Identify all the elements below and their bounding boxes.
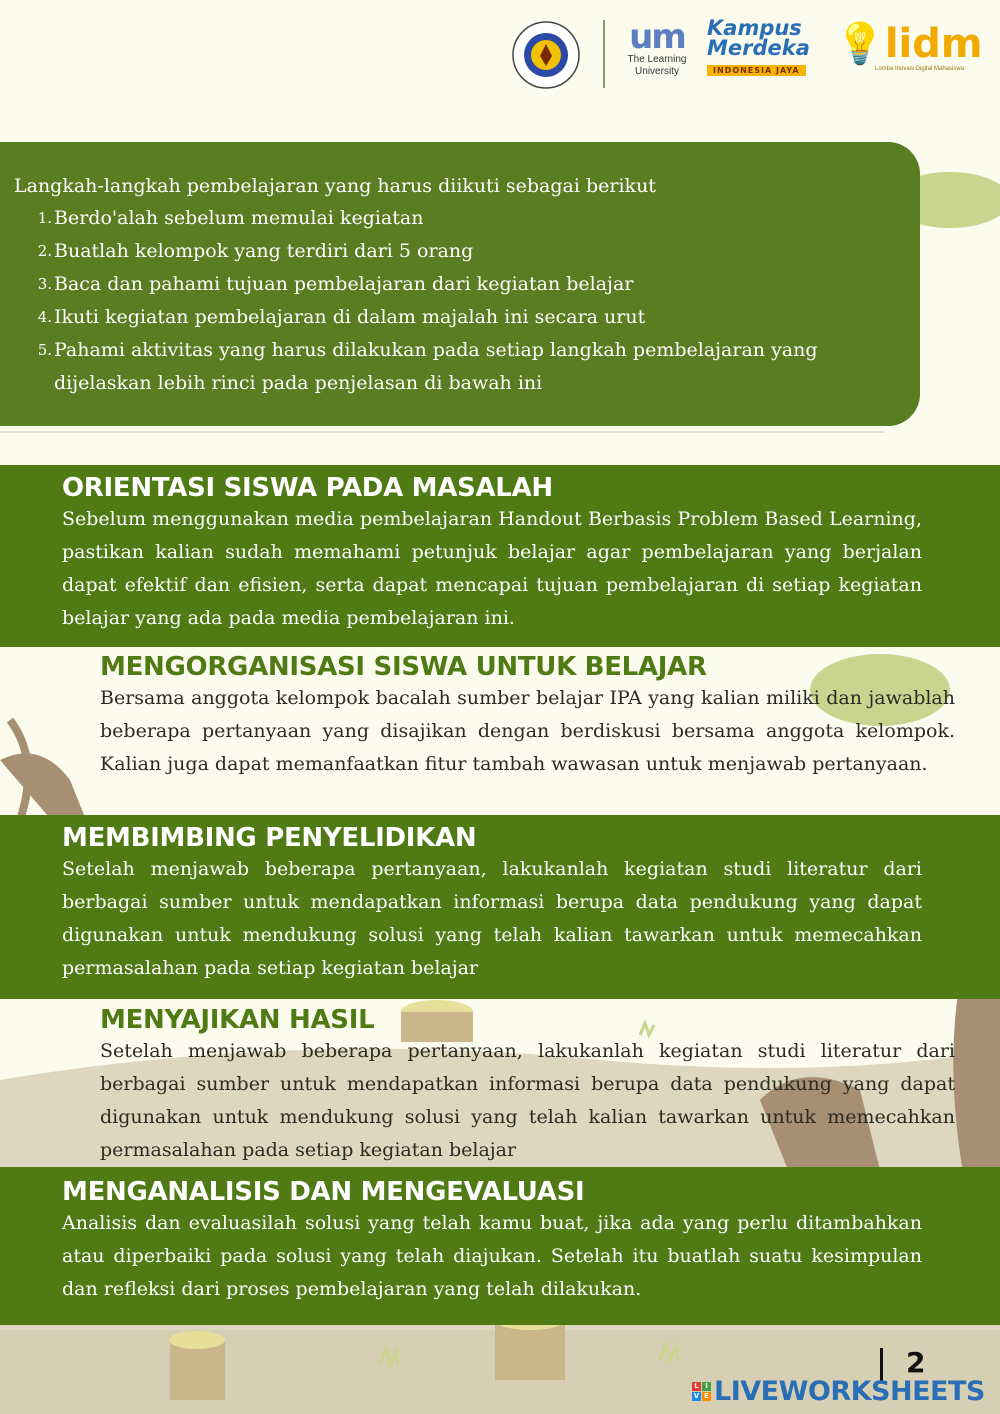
logo-separator: [603, 20, 605, 88]
list-item: [34, 301, 902, 334]
um-line2: University: [635, 66, 679, 77]
header-logos: [505, 14, 990, 94]
step-text: Pahami aktivitas yang harus dilakukan pada setiap langkah pembelajaran yang dijelaskan lebih rinci pada penjelasan di bawah ini: [54, 339, 818, 394]
section-body: Sebelum menggunakan media pembelajaran Handout Berbasis Problem Based Learning, pastikan kalian sudah memahami petunjuk belajar agar pembelajaran yang berjalan dapat efektif dan efisien, serta dapat mencapai tujuan pembelajaran di setiap kegiatan belajar yang ada pada media pembelajaran ini.: [62, 508, 922, 629]
section-title: MENYAJIKAN HASIL: [100, 1005, 375, 1035]
section-body: Bersama anggota kelompok bacalah sumber belajar IPA yang kalian miliki dan jawablah beberapa pertanyaan yang disajikan dengan berdiskusi bersama anggota kelompok. Kalian juga dapat memanfaatkan fitur tambah wawasan untuk menjawab pertanyaan.: [100, 687, 955, 775]
kampus-merdeka-logo: [707, 18, 827, 90]
um-logo: [617, 17, 697, 92]
section-body: Setelah menjawab beberapa pertanyaan, lakukanlah kegiatan studi literatur dari berbagai sumber untuk mendapatkan informasi berupa data pendukung yang dapat digunakan untuk mendukung solusi yang telah kalian tawarkan untuk memecahkan permasalahan pada setiap kegiatan belajar: [62, 858, 922, 979]
step-number: 5.: [37, 341, 52, 359]
section-orientasi: [0, 465, 1000, 647]
section-title: MEMBIMBING PENYELIDIKAN: [62, 823, 477, 853]
lidm-word: [835, 22, 985, 66]
badge-letter: V: [693, 1391, 700, 1400]
step-number: 2.: [37, 242, 52, 260]
section-menganalisis: [0, 1167, 1000, 1325]
km-line3: INDONESIA JAYA: [707, 65, 806, 76]
section-title: ORIENTASI SISWA PADA MASALAH: [62, 473, 553, 503]
learning-steps-box: [0, 142, 920, 426]
km-line2: Merdeka: [707, 36, 810, 60]
section-mengorganisasi: [100, 650, 955, 815]
km-line1: Kampus: [707, 16, 802, 40]
university-seal-logo: [511, 20, 581, 90]
section-body: Setelah menjawab beberapa pertanyaan, lakukanlah kegiatan studi literatur dari berbagai sumber untuk mendapatkan informasi berupa data pendukung yang dapat digunakan untuk mendukung solusi yang telah kalian tawarkan untuk memecahkan permasalahan pada setiap kegiatan belajar: [100, 1040, 955, 1161]
section-body: Analisis dan evaluasilah solusi yang telah kamu buat, jika ada yang perlu ditambahkan atau diperbaiki pada solusi yang telah diajukan. Setelah itu buatlah suatu kesimpulan dan refleksi dari proses pembelajaran yang telah dilakukan.: [62, 1212, 922, 1300]
section-title: MENGANALISIS DAN MENGEVALUASI: [62, 1177, 585, 1207]
badge-letter: I: [702, 1382, 711, 1391]
list-item: [34, 334, 902, 400]
badge-letter: L: [692, 1382, 701, 1391]
step-number: 1.: [37, 209, 52, 227]
list-item: [34, 268, 902, 301]
lidm-logo: [835, 22, 985, 92]
liveworksheets-logo[interactable]: [692, 1374, 985, 1408]
step-number: 3.: [37, 275, 52, 293]
lightbulb-icon: 💡: [835, 21, 885, 67]
section-membimbing: [0, 815, 1000, 999]
step-text: Ikuti kegiatan pembelajaran di dalam majalah ini secara urut: [54, 306, 646, 328]
um-line1: The Learning: [627, 54, 687, 65]
list-item: [34, 202, 902, 235]
steps-list: [14, 202, 902, 400]
liveworksheets-wordmark: LIVEWORKSHEETS: [714, 1375, 985, 1407]
step-text: Buatlah kelompok yang terdiri dari 5 orang: [54, 240, 474, 262]
lidm-subtitle: Lomba Inovasi Digital Mahasiswa: [875, 66, 965, 72]
step-text: Baca dan pahami tujuan pembelajaran dari kegiatan belajar: [54, 273, 634, 295]
badge-letter: E: [702, 1392, 711, 1401]
steps-intro: Langkah-langkah pembelajaran yang harus diikuti sebagai berikut: [14, 175, 656, 197]
step-text: Berdo'alah sebelum memulai kegiatan: [54, 207, 424, 229]
um-mark: um: [629, 17, 685, 57]
lidm-word-text: lidm: [884, 21, 983, 67]
section-title: MENGORGANISASI SISWA UNTUK BELAJAR: [100, 652, 707, 682]
section-menyajikan: [100, 1003, 955, 1166]
list-item: [34, 235, 902, 268]
liveworksheets-badge-icon: [692, 1382, 711, 1401]
page-number: 2: [906, 1346, 926, 1379]
step-number: 4.: [37, 308, 52, 326]
